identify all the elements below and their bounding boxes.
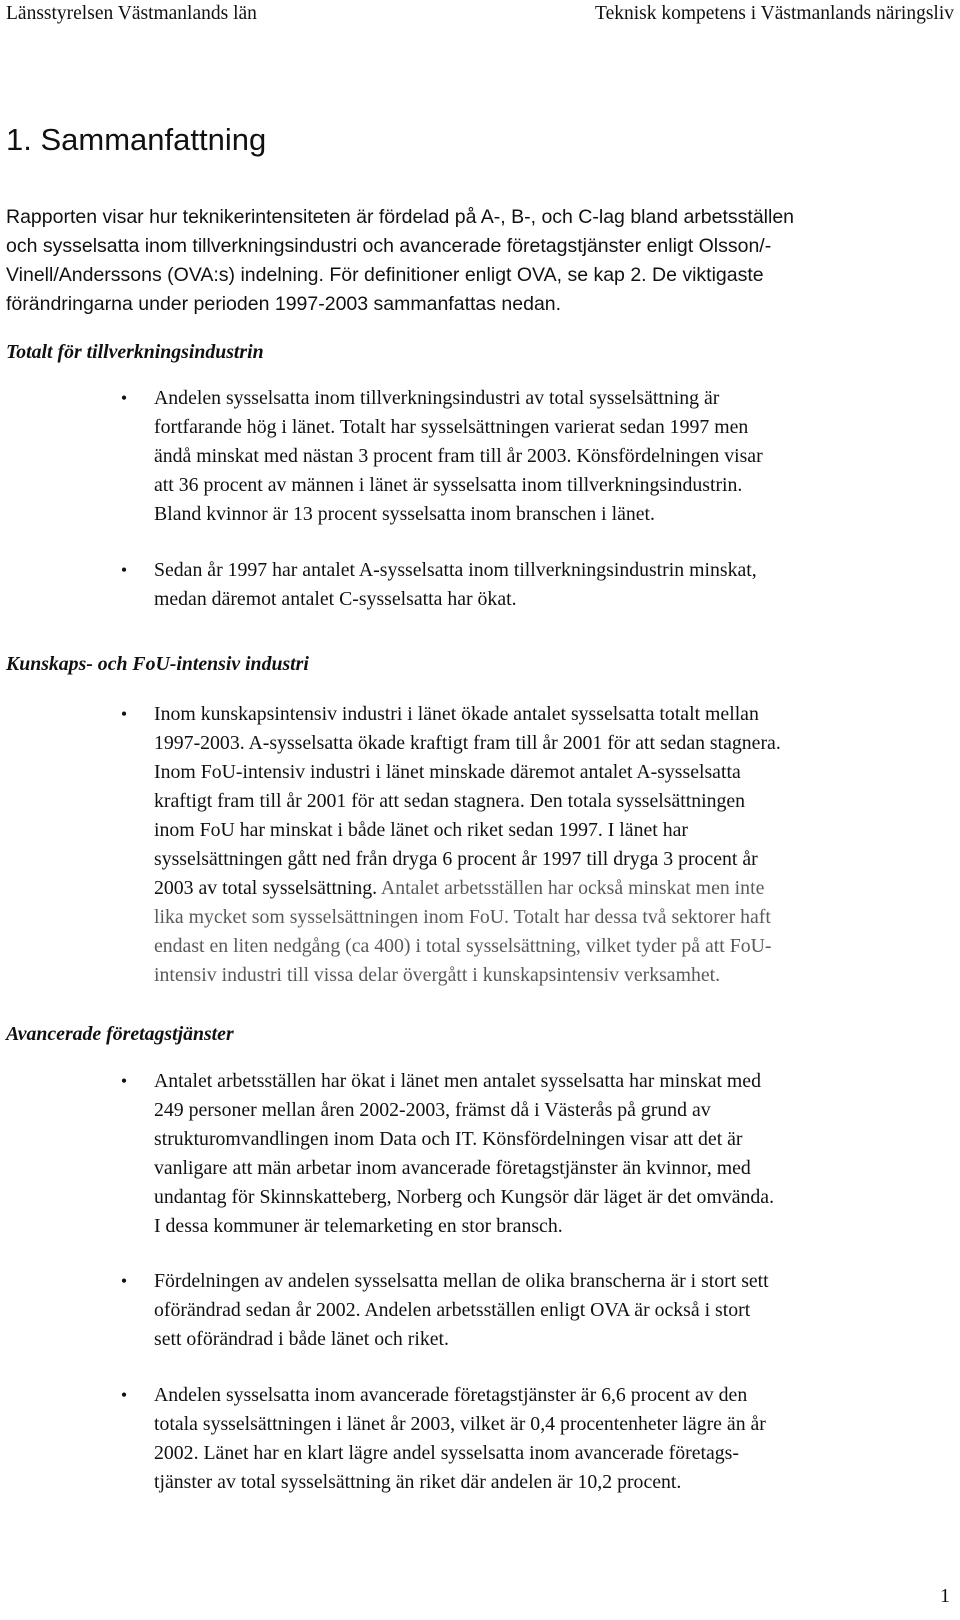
- bullet-line: kraftigt fram till år 2001 för att sedan stagnera. Den totala sysselsättningen: [154, 790, 746, 812]
- bullet-line-grey: intensiv industri till vissa delar övergått i kunskapsintensiv verksamhet.: [154, 964, 721, 986]
- bullet-line: inom FoU har minskat i både länet och riket sedan 1997. I länet har: [154, 819, 688, 841]
- section-title-tillverkning: Totalt för tillverkningsindustrin: [6, 341, 264, 363]
- bullet-line-grey: lika mycket som sysselsättningen inom FoU. Totalt har dessa två sektorer haft: [154, 906, 771, 928]
- bullet-line: medan däremot antalet C-sysselsatta har ökat.: [154, 588, 517, 610]
- bullet-line: Inom FoU-intensiv industri i länet minskade däremot antalet A-sysselsatta: [154, 761, 741, 783]
- bullet-item: [120, 1067, 954, 1241]
- bullet-text-black: 2003 av total sysselsättning.: [154, 877, 378, 899]
- bullet-line: 2002. Länet har en klart lägre andel sysselsatta inom avancerade företags-: [154, 1442, 739, 1464]
- bullet-icon: •: [120, 1385, 128, 1405]
- bullet-line: I dessa kommuner är telemarketing en stor bransch.: [154, 1215, 563, 1237]
- bullet-line: Bland kvinnor är 13 procent sysselsatta inom branschen i länet.: [154, 503, 656, 525]
- bullet-item: [120, 1267, 954, 1354]
- bullet-line: sysselsättningen gått ned från dryga 6 procent år 1997 till dryga 3 procent år: [154, 848, 758, 870]
- bullet-line: 1997-2003. A-sysselsatta ökade kraftigt fram till år 2001 för att sedan stagnera.: [154, 732, 781, 754]
- bullet-line: Antalet arbetsställen har ökat i länet men antalet sysselsatta har minskat med: [154, 1070, 761, 1092]
- bullet-line: totala sysselsättningen i länet år 2003, vilket är 0,4 procentenheter lägre än år: [154, 1413, 766, 1435]
- bullet-line: 249 personer mellan åren 2002-2003, främst då i Västerås på grund av: [154, 1099, 711, 1121]
- intro-line: och sysselsatta inom tillverkningsindustri och avancerade företagstjänster enligt Olsson/-: [6, 235, 772, 257]
- bullet-icon: •: [120, 388, 128, 408]
- bullet-line: oförändrad sedan år 2002. Andelen arbetsställen enligt OVA är också i stort: [154, 1299, 751, 1321]
- chapter-heading: 1. Sammanfattning: [6, 122, 267, 157]
- bullet-line: tjänster av total sysselsättning än riket där andelen är 10,2 procent.: [154, 1471, 682, 1493]
- bullet-line: Andelen sysselsatta inom tillverkningsindustri av total sysselsättning är: [154, 387, 720, 409]
- bullet-line: att 36 procent av männen i länet är sysselsatta inom tillverkningsindustrin.: [154, 474, 743, 496]
- bullet-line-mixed: [154, 874, 954, 903]
- bullet-line: sett oförändrad i både länet och riket.: [154, 1328, 449, 1350]
- bullet-item: [120, 556, 954, 614]
- intro-paragraph: [6, 203, 951, 319]
- bullet-line: vanligare att män arbetar inom avancerade företagstjänster än kvinnor, med: [154, 1157, 751, 1179]
- header-organization: Länsstyrelsen Västmanlands län: [6, 3, 257, 24]
- bullet-line: Inom kunskapsintensiv industri i länet ökade antalet sysselsatta totalt mellan: [154, 703, 759, 725]
- bullet-line-grey: endast en liten nedgång (ca 400) i total sysselsättning, vilket tyder på att FoU-: [154, 935, 772, 957]
- bullet-item: [120, 1381, 954, 1497]
- bullet-icon: •: [120, 1271, 128, 1291]
- bullet-line: strukturomvandlingen inom Data och IT. Könsfördelningen visar att det är: [154, 1128, 743, 1150]
- page-number: 1: [940, 1585, 950, 1607]
- bullet-item: [120, 700, 954, 990]
- bullet-icon: •: [120, 560, 128, 580]
- intro-line: Rapporten visar hur teknikerintensiteten är fördelad på A-, B-, och C-lag bland arbetsställen: [6, 206, 795, 228]
- bullet-item: [120, 384, 954, 529]
- intro-line: Vinell/Anderssons (OVA:s) indelning. För definitioner enligt OVA, se kap 2. De viktigaste: [6, 264, 764, 286]
- section-title-fou: Kunskaps- och FoU-intensiv industri: [6, 653, 309, 675]
- bullet-line: ändå minskat med nästan 3 procent fram till år 2003. Könsfördelningen visar: [154, 445, 763, 467]
- bullet-text-grey: Antalet arbetsställen har också minskat men inte: [377, 877, 765, 899]
- header-report-title: Teknisk kompetens i Västmanlands näringsliv: [595, 3, 954, 24]
- bullet-line: Sedan år 1997 har antalet A-sysselsatta inom tillverkningsindustrin minskat,: [154, 559, 757, 581]
- intro-line: förändringarna under perioden 1997-2003 sammanfattas nedan.: [6, 293, 562, 315]
- section-title-foretagstjanster: Avancerade företagstjänster: [6, 1023, 234, 1045]
- bullet-icon: •: [120, 704, 128, 724]
- bullet-line: undantag för Skinnskatteberg, Norberg och Kungsör där läget är det omvända.: [154, 1186, 775, 1208]
- bullet-icon: •: [120, 1071, 128, 1091]
- bullet-line: Fördelningen av andelen sysselsatta mellan de olika branscherna är i stort sett: [154, 1270, 769, 1292]
- bullet-line: fortfarande hög i länet. Totalt har sysselsättningen varierat sedan 1997 men: [154, 416, 749, 438]
- bullet-line: Andelen sysselsatta inom avancerade företagstjänster är 6,6 procent av den: [154, 1384, 748, 1406]
